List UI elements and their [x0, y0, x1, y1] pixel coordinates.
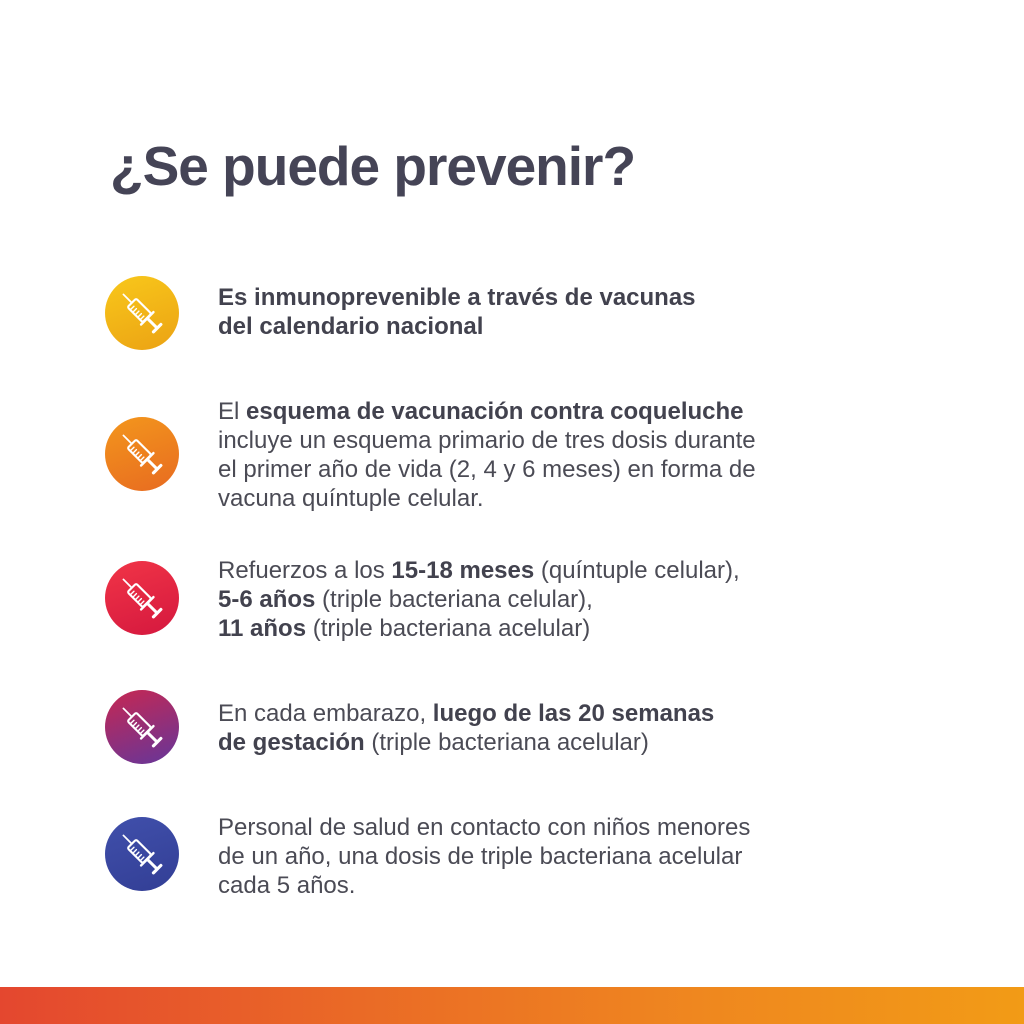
footer-accent-bar — [0, 987, 1024, 1024]
item-text — [218, 397, 756, 513]
syringe-icon — [105, 690, 179, 764]
item-text — [218, 283, 696, 341]
text-line: vacuna quíntuple celular. — [218, 485, 484, 512]
syringe-icon — [105, 417, 179, 491]
text-line: del calendario nacional — [218, 313, 484, 340]
text-line: el primer año de vida (2, 4 y 6 meses) en forma de — [218, 456, 756, 483]
syringe-icon — [105, 276, 179, 350]
text-line: cada 5 años. — [218, 872, 356, 899]
text-line: El esquema de vacunación contra coqueluche — [218, 398, 744, 425]
text-line: Personal de salud en contacto con niños menores — [218, 814, 751, 841]
syringe-icon — [105, 561, 179, 635]
text-line: 11 años (triple bacteriana acelular) — [218, 615, 591, 642]
text-line: En cada embarazo, luego de las 20 semanas — [218, 700, 715, 727]
item-text — [218, 556, 740, 643]
text-line: de un año, una dosis de triple bacteriana acelular — [218, 843, 743, 870]
page-title: ¿Se puede prevenir? — [110, 135, 636, 197]
text-line: Refuerzos a los 15-18 meses (quíntuple celular), — [218, 557, 740, 584]
text-line: Es inmunoprevenible a través de vacunas — [218, 284, 696, 311]
text-line: de gestación (triple bacteriana acelular) — [218, 729, 649, 756]
item-text — [218, 699, 714, 757]
item-text — [218, 813, 750, 900]
text-line: incluye un esquema primario de tres dosis durante — [218, 427, 756, 454]
syringe-icon — [105, 817, 179, 891]
text-line: 5-6 años (triple bacteriana celular), — [218, 586, 593, 613]
